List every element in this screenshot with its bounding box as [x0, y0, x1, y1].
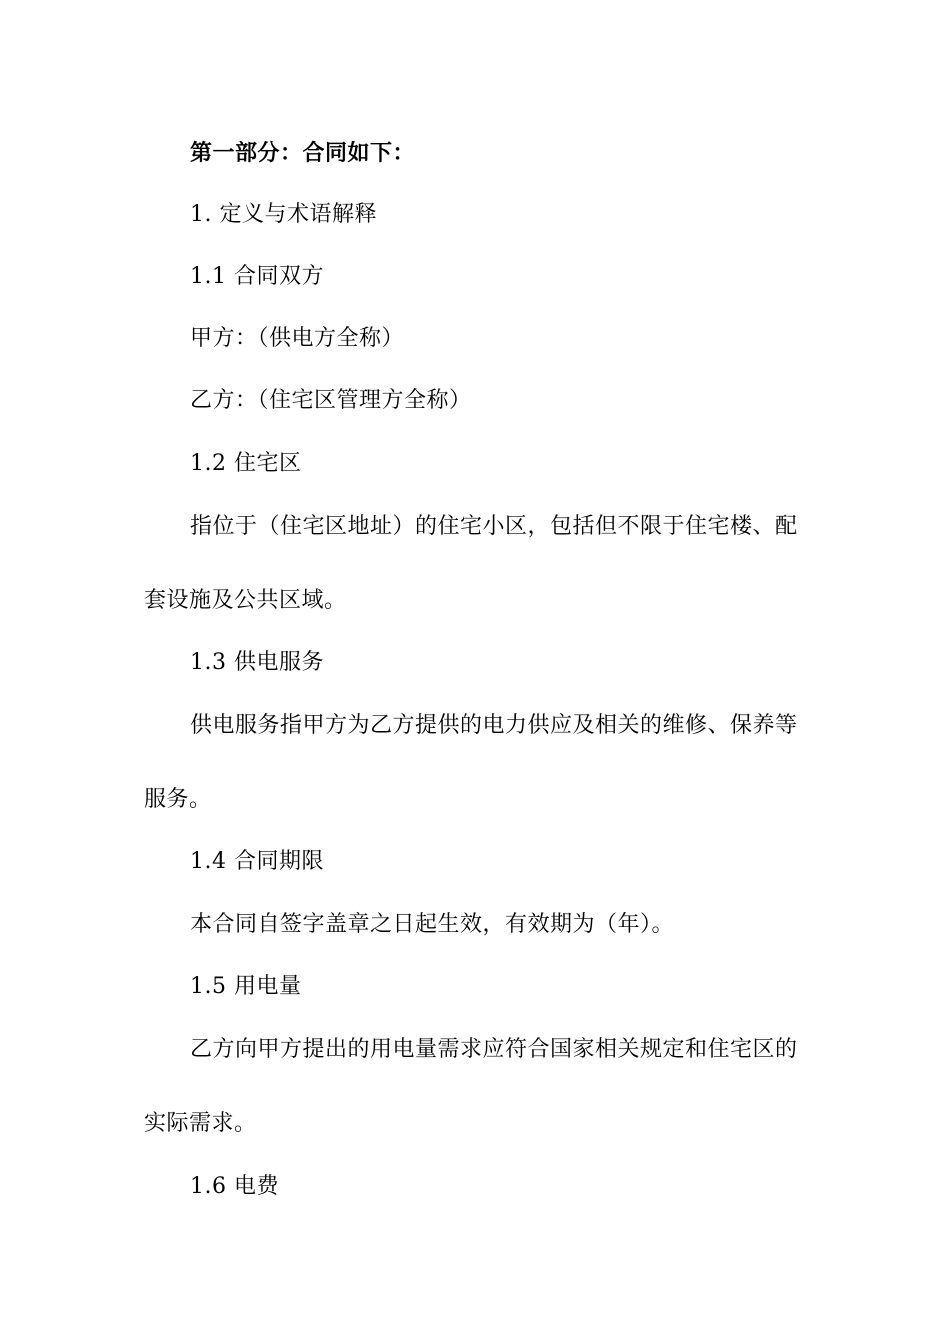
party-b-line: 乙方：（住宅区管理方全称）	[190, 388, 472, 413]
section-1-4-heading: 1.4 合同期限	[190, 849, 324, 874]
section-1-6-heading: 1.6 电费	[190, 1174, 279, 1199]
party-a-line: 甲方：（供电方全称）	[190, 326, 405, 351]
section-1-5-text-line-2: 实际需求。	[144, 1111, 257, 1136]
section-1-2-text-line-2: 套设施及公共区域。	[144, 588, 347, 613]
section-1-2-text-line-1: 指位于（住宅区地址）的住宅小区，包括但不限于住宅楼、配	[190, 514, 798, 539]
section-1-2-heading: 1.2 住宅区	[190, 451, 302, 476]
section-1-3-text-line-2: 服务。	[144, 787, 212, 812]
section-1-4-text: 本合同自签字盖章之日起生效，有效期为（年）。	[190, 912, 675, 937]
part-heading: 第一部分：合同如下：	[190, 140, 416, 166]
section-1-heading: 1. 定义与术语解释	[190, 202, 377, 227]
section-1-3-heading: 1.3 供电服务	[190, 650, 324, 675]
section-1-5-heading: 1.5 用电量	[190, 974, 302, 999]
section-1-1-heading: 1.1 合同双方	[190, 264, 324, 289]
section-1-3-text-line-1: 供电服务指甲方为乙方提供的电力供应及相关的维修、保养等	[190, 713, 798, 738]
section-1-5-text-line-1: 乙方向甲方提出的用电量需求应符合国家相关规定和住宅区的	[190, 1037, 798, 1062]
